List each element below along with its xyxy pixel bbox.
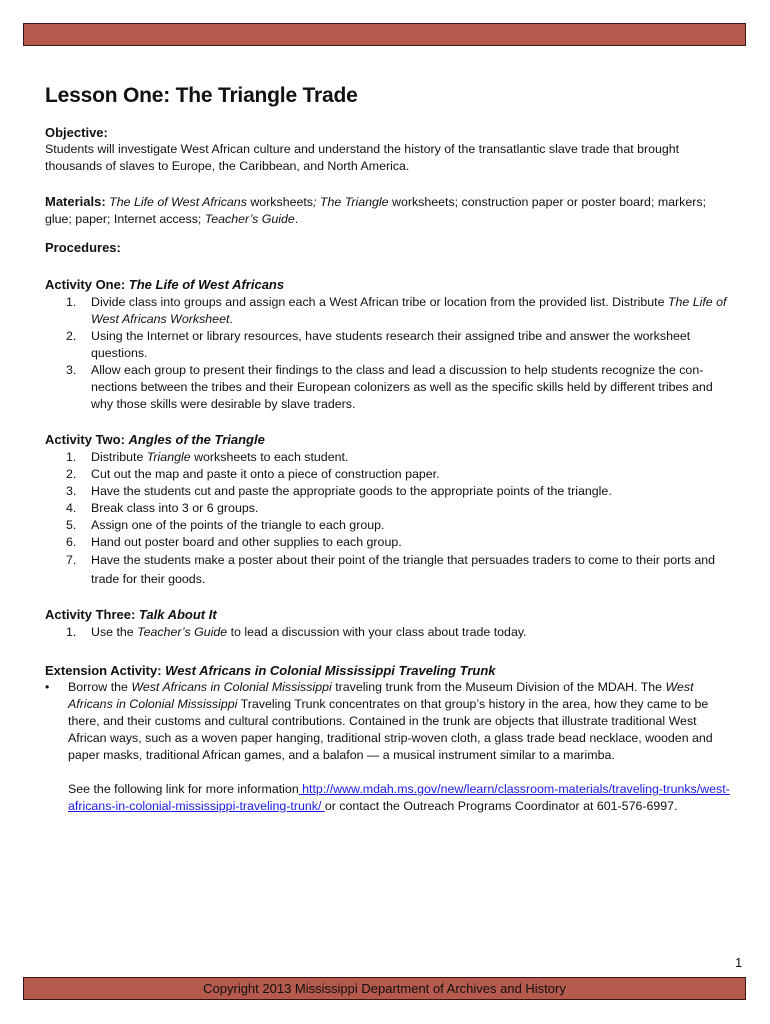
list-item: 3. Have the students cut and paste the appropriate goods to the appropriate points of the triangle. xyxy=(66,484,612,498)
materials-section xyxy=(45,193,735,228)
activity-one-section xyxy=(45,276,735,413)
page-title: Lesson One: The Triangle Trade xyxy=(45,84,358,107)
extension-section xyxy=(45,662,735,815)
extension-link-paragraph: See the following link for more information http://www.mdah.ms.gov/new/learn/classroom-materials/traveling-trunks/west-africans-in-colonial-mississippi-traveling-trunk/ or contact the Outreach Programs Coordinator at 601-576-6997. xyxy=(68,782,730,813)
list-item: 2. Cut out the map and paste it onto a piece of construction paper. xyxy=(66,467,440,481)
extension-paragraph: Borrow the West Africans in Colonial Mississippi traveling trunk from the Museum Division of the MDAH. The West Africans in Colonial Mississippi Traveling Trunk concentrates on that group’s history in the area, how they came to be there, and their customs and cultural contributions. Contained in the trunk are objects that illustrate traditional West African ways, such as a woven paper hanging, traditional strip-woven cloth, a glass trade bead necklace, wooden and paper masks, traditional African games, and a balafon — a musical instrument similar to a marimba. xyxy=(68,680,713,762)
objective-section xyxy=(45,124,735,175)
footer-copyright: Copyright 2013 Mississippi Department of Archives and History xyxy=(203,981,566,996)
objective-text: Students will investigate West African culture and understand the history of the transatlantic slave trade that brought thousands of slaves to Europe, the Caribbean, and North America. xyxy=(45,142,680,173)
materials-italic-2: The Triangle xyxy=(319,195,389,209)
list-item: 3. Allow each group to present their findings to the class and lead a discussion to help students recognize the con-nections between the tribes and their European colonizers as well as the specific skills held by different tribes and why those skills were desirable by slave traders. xyxy=(66,363,713,411)
list-item: 4. Break class into 3 or 6 groups. xyxy=(66,501,259,515)
extension-list xyxy=(45,679,735,815)
activity-two-list xyxy=(45,449,735,589)
activity-one-list xyxy=(45,294,735,413)
activity-three-heading: Activity Three: xyxy=(45,607,139,622)
list-item: 1. Distribute Triangle worksheets to each student. xyxy=(66,450,349,464)
activity-three-list xyxy=(45,624,735,641)
activity-one-subtitle: The Life of West Africans xyxy=(128,277,285,292)
footer-bar xyxy=(23,977,746,1000)
activity-two-section xyxy=(45,431,735,589)
list-item: 7. Have the students make a poster about their point of the triangle that persuades traders to come to their ports and trade for their goods. xyxy=(66,553,716,586)
procedures-heading: Procedures: xyxy=(45,240,121,255)
activity-two-subtitle: Angles of the Triangle xyxy=(128,432,265,447)
materials-text-1: worksheets xyxy=(246,195,314,209)
page-number: 1 xyxy=(735,955,743,970)
materials-italic-3: Teacher’s Guide xyxy=(204,212,295,226)
activity-three-subtitle: Talk About It xyxy=(138,607,217,622)
traveling-trunk-link[interactable]: http://www.mdah.ms.gov/new/learn/classroom-materials/traveling-trunks/west-africans-in-colonial-mississippi-traveling-trunk/ xyxy=(68,782,730,813)
extension-subtitle: West Africans in Colonial Mississippi Traveling Trunk xyxy=(165,663,496,678)
materials-italic-1: The Life of West Africans xyxy=(109,195,247,209)
list-item: 2. Using the Internet or library resources, have students research their assigned tribe and answer the worksheet questions. xyxy=(66,329,691,360)
activity-three-section xyxy=(45,606,735,641)
list-item: 1. Use the Teacher’s Guide to lead a discussion with your class about trade today. xyxy=(66,625,527,639)
materials-heading: Materials: xyxy=(45,194,106,209)
list-item: 1. Divide class into groups and assign each a West African tribe or location from the provided list. Distribute The Life of West Africans Worksheet. xyxy=(66,295,727,326)
header-bar xyxy=(23,23,746,46)
activity-two-heading: Activity Two: xyxy=(45,432,129,447)
list-item xyxy=(45,679,735,815)
list-item: 5. Assign one of the points of the triangle to each group. xyxy=(66,518,385,532)
objective-heading: Objective: xyxy=(45,125,108,140)
materials-text-4: . xyxy=(294,212,299,226)
bullet: • xyxy=(45,680,50,694)
materials-text-3: worksheets; construction paper or poster board; markers; glue; paper; Internet access; xyxy=(45,195,707,226)
list-item: 6. Hand out poster board and other supplies to each group. xyxy=(66,535,402,549)
activity-one-heading: Activity One: xyxy=(45,277,129,292)
extension-heading: Extension Activity: xyxy=(45,663,166,678)
materials-text-2: ; xyxy=(313,195,320,209)
